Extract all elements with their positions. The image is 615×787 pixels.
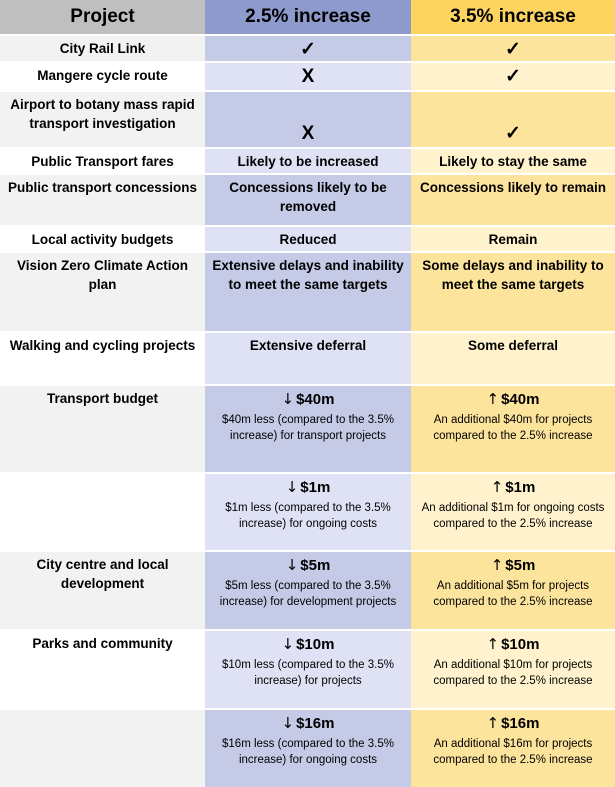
project-name: Local activity budgets (0, 226, 205, 252)
arrow-down-icon: ↓ (285, 478, 299, 496)
arrow-up-icon: ↑ (486, 390, 500, 408)
amount: ↓ $1m (285, 478, 331, 496)
table-row (0, 473, 615, 551)
table-row (0, 62, 615, 91)
project-name: City Rail Link (0, 35, 205, 62)
option-a-value (205, 385, 411, 473)
project-name: City centre and local development (0, 551, 205, 630)
table-row (0, 35, 615, 62)
table-row (0, 332, 615, 385)
table-row (0, 226, 615, 252)
amount: ↓ $5m (285, 556, 331, 574)
project-name: Vision Zero Climate Action plan (0, 252, 205, 332)
amount-description: An additional $40m for projects compared to the 2.5% increase (433, 414, 593, 442)
amount: ↓ $40m (281, 390, 335, 408)
amount-description: An additional $5m for projects compared to the 2.5% increase (433, 580, 593, 608)
arrow-down-icon: ↓ (285, 556, 299, 574)
option-a-value: Extensive deferral (205, 332, 411, 385)
header-project: Project (0, 0, 205, 35)
option-a-value: Likely to be increased (205, 148, 411, 174)
table-row (0, 385, 615, 473)
project-name: Public transport concessions (0, 174, 205, 226)
table-row (0, 551, 615, 630)
cross-icon: X (301, 66, 315, 87)
option-a-value (205, 709, 411, 787)
option-b-value: Remain (411, 226, 615, 252)
check-icon: ✓ (505, 123, 521, 144)
arrow-up-icon: ↑ (486, 635, 500, 653)
amount: ↑ $1m (490, 478, 536, 496)
project-name: Mangere cycle route (0, 62, 205, 91)
amount-description: An additional $1m for ongoing costs compared to the 2.5% increase (421, 502, 605, 530)
check-icon: ✓ (300, 39, 316, 60)
project-name (0, 709, 205, 787)
amount-description: $10m less (compared to the 3.5% increase) for projects (222, 659, 394, 687)
cross-icon: X (301, 123, 315, 144)
amount-description: $5m less (compared to the 3.5% increase) for development projects (219, 580, 397, 608)
project-name: Airport to botany mass rapid transport investigation (0, 91, 205, 148)
amount-description: $1m less (compared to the 3.5% increase) for ongoing costs (225, 502, 391, 530)
project-name: Walking and cycling projects (0, 332, 205, 385)
table-row (0, 630, 615, 709)
amount-description: An additional $16m for projects compared to the 2.5% increase (433, 738, 593, 766)
table-row (0, 174, 615, 226)
option-b-value (411, 551, 615, 630)
header-option-a: 2.5% increase (205, 0, 411, 35)
amount: ↑ $10m (486, 635, 540, 653)
amount: ↓ $16m (281, 714, 335, 732)
arrow-up-icon: ↑ (490, 478, 504, 496)
option-a-value: Extensive delays and inability to meet the same targets (205, 252, 411, 332)
arrow-up-icon: ↑ (486, 714, 500, 732)
option-b-value: Concessions likely to remain (411, 174, 615, 226)
header-row (0, 0, 615, 35)
amount-description: An additional $10m for projects compared to the 2.5% increase (433, 659, 593, 687)
option-a-value (205, 630, 411, 709)
arrow-up-icon: ↑ (490, 556, 504, 574)
option-b-value (411, 385, 615, 473)
project-name (0, 473, 205, 551)
project-name: Parks and community (0, 630, 205, 709)
option-b-value (411, 709, 615, 787)
check-icon: ✓ (505, 66, 521, 87)
amount-description: $40m less (compared to the 3.5% increase) for transport projects (222, 414, 394, 442)
header-option-b: 3.5% increase (411, 0, 615, 35)
option-b-value (411, 473, 615, 551)
table-row (0, 91, 615, 148)
option-a-value: Concessions likely to be removed (205, 174, 411, 226)
option-a-value (205, 551, 411, 630)
option-b-value: Likely to stay the same (411, 148, 615, 174)
project-name: Public Transport fares (0, 148, 205, 174)
amount-description: $16m less (compared to the 3.5% increase) for ongoing costs (222, 738, 394, 766)
amount: ↑ $16m (486, 714, 540, 732)
option-a-value (205, 473, 411, 551)
arrow-down-icon: ↓ (281, 390, 295, 408)
amount: ↑ $5m (490, 556, 536, 574)
amount: ↑ $40m (486, 390, 540, 408)
arrow-down-icon: ↓ (281, 714, 295, 732)
option-b-value: Some deferral (411, 332, 615, 385)
option-b-value: Some delays and inability to meet the same targets (411, 252, 615, 332)
amount: ↓ $10m (281, 635, 335, 653)
arrow-down-icon: ↓ (281, 635, 295, 653)
table-row (0, 709, 615, 787)
option-a-value: Reduced (205, 226, 411, 252)
table-row (0, 252, 615, 332)
project-name: Transport budget (0, 385, 205, 473)
check-icon: ✓ (505, 39, 521, 60)
option-b-value (411, 630, 615, 709)
table-row (0, 148, 615, 174)
